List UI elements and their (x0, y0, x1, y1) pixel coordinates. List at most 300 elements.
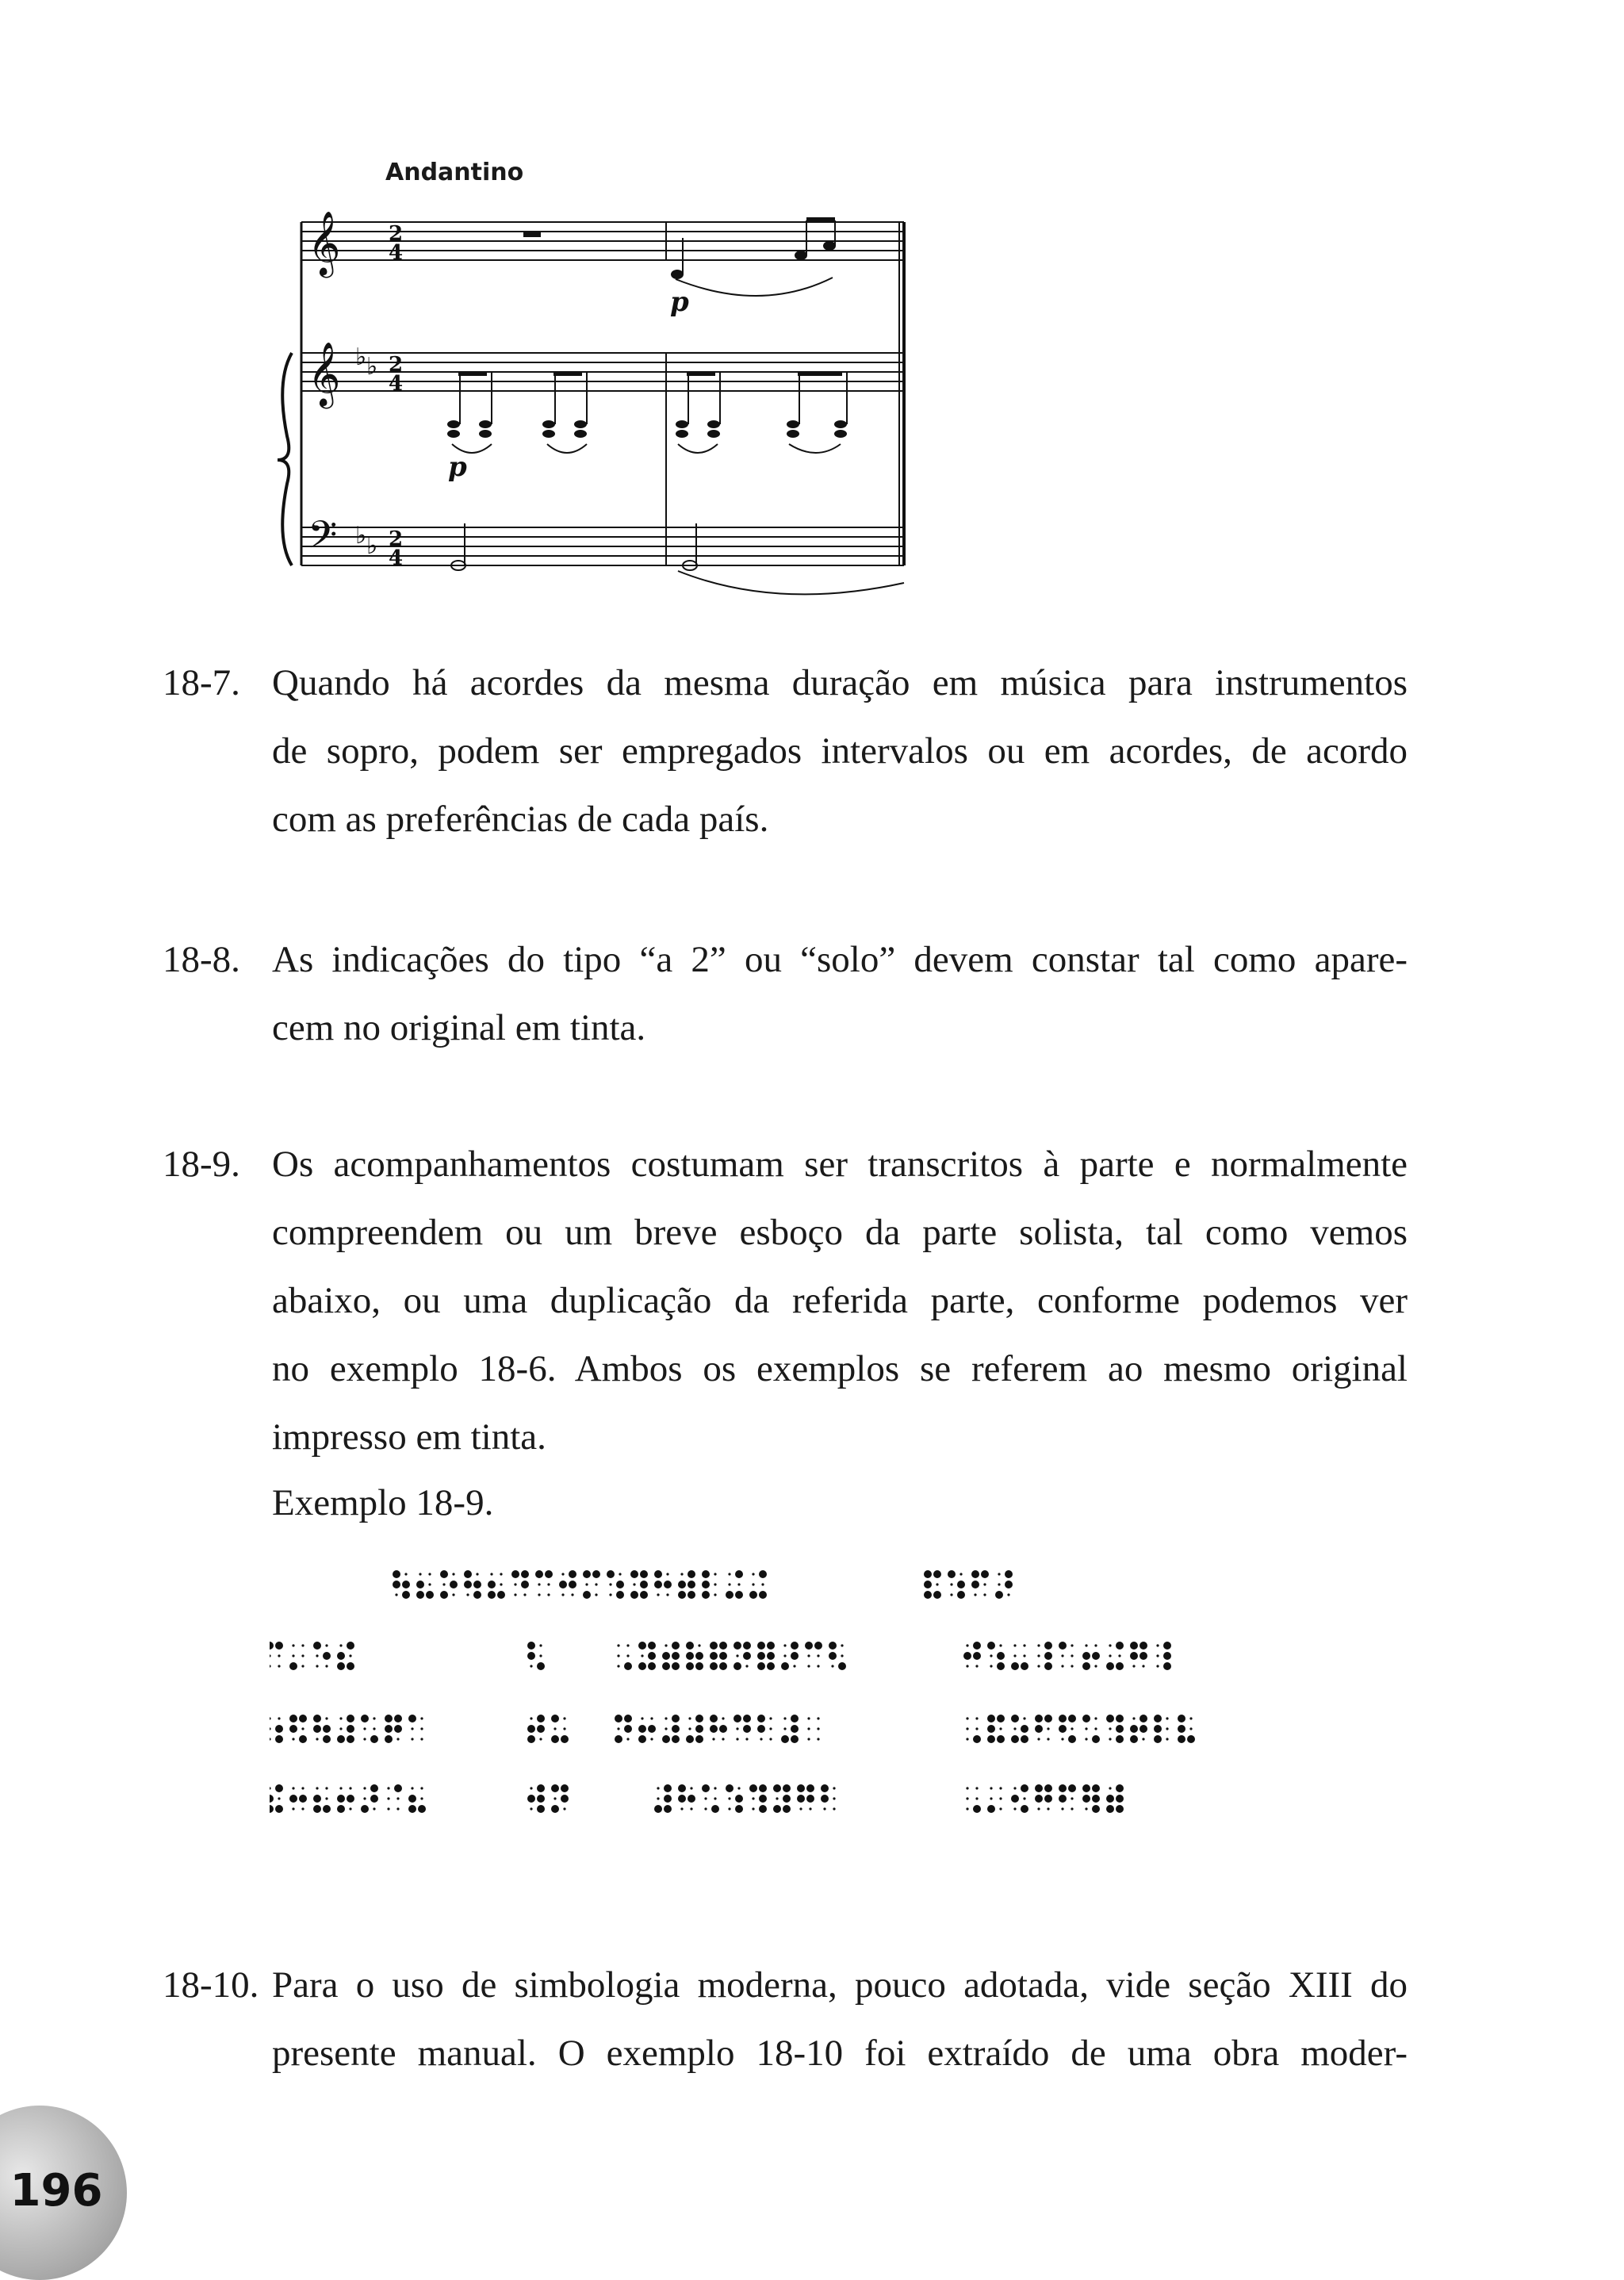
braille-dot (638, 1662, 646, 1670)
braille-dot (1023, 1717, 1025, 1719)
braille-dot (680, 1573, 683, 1575)
braille-dot (678, 1795, 686, 1803)
braille-dot (797, 1784, 805, 1792)
braille-dot (759, 1570, 767, 1578)
braille-dot (1059, 1725, 1067, 1733)
braille-dot (1106, 1715, 1114, 1722)
braille-dot (791, 1725, 799, 1733)
braille-dot (719, 1652, 727, 1660)
braille-dot (299, 1795, 307, 1803)
braille-dot (1094, 1717, 1097, 1719)
braille-dot (688, 1570, 695, 1578)
braille-dot (757, 1642, 765, 1650)
braille-dot (530, 1665, 532, 1667)
braille-dot (799, 1807, 802, 1810)
braille-dot (396, 1807, 399, 1810)
braille-dot (638, 1735, 646, 1743)
braille-dot (999, 1797, 1002, 1799)
braille-dot (987, 1642, 995, 1650)
braille-dot (278, 1654, 280, 1657)
braille-dot (289, 1725, 297, 1733)
page-number: 196 (10, 2165, 103, 2217)
braille-dot (385, 1735, 393, 1743)
braille-dot (278, 1717, 280, 1719)
braille-dot (987, 1735, 995, 1743)
braille-dot (817, 1717, 819, 1719)
braille-dot (1071, 1654, 1073, 1657)
braille-dot (527, 1642, 535, 1650)
braille-dot (983, 1593, 986, 1596)
braille-dot (292, 1807, 294, 1810)
braille-dot (1132, 1665, 1135, 1667)
braille-dot (1013, 1644, 1016, 1646)
braille-dot (539, 1654, 542, 1657)
braille-dot (950, 1583, 952, 1585)
braille-dot (569, 1581, 576, 1588)
braille-dot (714, 1583, 716, 1585)
braille-dot (539, 1738, 542, 1740)
braille-dot (686, 1662, 694, 1670)
braille-dot (1142, 1665, 1144, 1667)
braille-dot (966, 1787, 968, 1789)
braille-dot (440, 1591, 448, 1599)
braille-dot (347, 1735, 354, 1743)
braille-dot (783, 1644, 786, 1646)
braille-dot (654, 1570, 662, 1578)
chords (447, 373, 847, 438)
braille-dot (1071, 1727, 1073, 1730)
svg-text:4: 4 (389, 372, 404, 396)
braille-dot (743, 1725, 751, 1733)
braille-dot (924, 1581, 932, 1588)
braille-dot (728, 1807, 730, 1810)
braille-dot (292, 1787, 294, 1789)
braille-dot (416, 1581, 424, 1588)
braille-dot (1082, 1652, 1090, 1660)
braille-dot (1163, 1642, 1171, 1650)
braille-dot (1109, 1738, 1111, 1740)
braille-dot (497, 1591, 505, 1599)
braille-dot (640, 1570, 648, 1578)
braille-dot (769, 1738, 772, 1740)
text-line: Para o uso de simbologia moderna, pouco adotada, vide seção XIII do (272, 1964, 1408, 2006)
braille-dot (688, 1795, 695, 1803)
text-line: no exemplo 18-6. Ambos os exemplos se referem ao mesmo original (272, 1348, 1408, 1389)
braille-dot (702, 1591, 710, 1599)
braille-dot (1013, 1654, 1016, 1657)
braille-dot (1116, 1795, 1124, 1803)
braille-dot (530, 1787, 532, 1789)
braille-dot (325, 1644, 327, 1646)
braille-dot (1166, 1727, 1168, 1730)
braille-dot (270, 1642, 274, 1650)
braille-dot (537, 1662, 545, 1670)
braille-dot (1092, 1652, 1100, 1660)
braille-dot (1085, 1807, 1087, 1810)
braille-dot (1116, 1662, 1124, 1670)
braille-dot (514, 1593, 516, 1596)
braille-dot (736, 1654, 738, 1657)
braille-dot (1116, 1715, 1124, 1722)
braille-dot (1013, 1807, 1016, 1810)
braille-dot (402, 1591, 410, 1599)
braille-dot (275, 1784, 283, 1792)
braille-dot (833, 1787, 835, 1789)
svg-text:4: 4 (389, 241, 404, 265)
braille-dot (752, 1583, 754, 1585)
text-line: Quando há acordes da mesma duração em música para instrumentos (272, 662, 1408, 703)
braille-dot (1116, 1735, 1124, 1743)
text-line: de sopro, podem ser empregados intervalos ou em acordes, de acordo (272, 730, 1408, 772)
braille-dot (1037, 1807, 1040, 1810)
braille-dot (743, 1715, 751, 1722)
paragraph-18-9 (163, 1130, 1408, 1471)
braille-dot (1044, 1795, 1052, 1803)
text-line: abaixo, ou uma duplicação da referida parte, conforme podemos ver (272, 1280, 1408, 1321)
braille-dot (1061, 1807, 1063, 1810)
braille-dot (719, 1642, 727, 1650)
braille-dot (1061, 1654, 1063, 1657)
braille-dot (1068, 1735, 1076, 1743)
braille-dot (695, 1735, 703, 1743)
braille-dot (672, 1725, 680, 1733)
braille-dot (292, 1654, 294, 1657)
braille-dot (650, 1738, 653, 1740)
braille-dot (648, 1662, 656, 1670)
braille-dot (547, 1583, 550, 1585)
braille-dot (347, 1795, 354, 1803)
braille-dot (769, 1717, 772, 1719)
braille-dot (385, 1725, 393, 1733)
braille-dot (990, 1787, 992, 1789)
braille-dot (363, 1727, 366, 1730)
braille-dot (316, 1665, 318, 1667)
braille-dot (966, 1644, 968, 1646)
braille-dot (638, 1642, 646, 1650)
braille-dot (975, 1665, 978, 1667)
braille-dot (1085, 1738, 1087, 1740)
braille-dot (1082, 1795, 1090, 1803)
braille-dot (773, 1805, 781, 1813)
braille-dot (630, 1591, 638, 1599)
braille-dot (607, 1570, 615, 1578)
braille-dot (783, 1795, 791, 1803)
braille-dot (420, 1738, 423, 1740)
braille-dot (416, 1591, 424, 1599)
braille-dot (924, 1591, 932, 1599)
braille-dot (807, 1738, 810, 1740)
braille-dot (714, 1787, 716, 1789)
braille-dot (411, 1738, 413, 1740)
braille-dot (714, 1593, 716, 1596)
example-label: Exemplo 18-9. (272, 1482, 494, 1523)
braille-dot (349, 1807, 351, 1810)
braille-dot (313, 1805, 321, 1813)
braille-dot (695, 1725, 703, 1733)
braille-dot (1023, 1644, 1025, 1646)
braille-dot (339, 1717, 342, 1719)
braille-dot (1106, 1795, 1114, 1803)
braille-dot (650, 1717, 653, 1719)
braille-dot (783, 1727, 786, 1730)
braille-dot (971, 1570, 979, 1578)
braille-dot (1005, 1581, 1013, 1588)
braille-dot (418, 1805, 426, 1813)
braille-dot (807, 1654, 810, 1657)
braille-dot (641, 1717, 643, 1719)
braille-dot (719, 1725, 727, 1733)
braille-dot (975, 1717, 978, 1719)
braille-dot (752, 1573, 754, 1575)
braille-dot (563, 1727, 565, 1730)
braille-dot (773, 1784, 781, 1792)
braille-dot (1116, 1725, 1124, 1733)
braille-dot (1011, 1795, 1019, 1803)
braille-dot (347, 1715, 354, 1722)
braille-dot (933, 1570, 941, 1578)
braille-dot (821, 1795, 829, 1803)
braille-dot (1189, 1727, 1192, 1730)
braille-dot (1071, 1797, 1073, 1799)
braille-dot (1106, 1662, 1114, 1670)
braille-dot (325, 1797, 327, 1799)
braille-dot (757, 1652, 765, 1660)
braille-dot (1092, 1805, 1100, 1813)
braille-dot (428, 1583, 431, 1585)
braille-dot (1047, 1727, 1049, 1730)
braille-dot (270, 1738, 271, 1740)
braille-dot (672, 1662, 680, 1670)
braille-dot (1023, 1797, 1025, 1799)
braille-dot (466, 1593, 469, 1596)
braille-dot (347, 1642, 354, 1650)
braille-dot (760, 1738, 762, 1740)
braille-dot (990, 1665, 992, 1667)
braille-dot (1061, 1738, 1063, 1740)
text-line: presente manual. O exemplo 18-10 foi extraído de uma obra moder- (272, 2033, 1408, 2074)
braille-dot (1130, 1725, 1138, 1733)
braille-dot (292, 1644, 294, 1646)
braille-dot (270, 1654, 271, 1657)
braille-dot (1139, 1642, 1147, 1650)
braille-dot (609, 1593, 611, 1596)
braille-dot (387, 1797, 389, 1799)
braille-dot (1139, 1725, 1147, 1733)
text-line: cem no original em tinta. (272, 1007, 646, 1048)
braille-dot (680, 1807, 683, 1810)
braille-dot (551, 1805, 559, 1813)
braille-dot (664, 1805, 672, 1813)
braille-dot (987, 1725, 995, 1733)
braille-dot (617, 1727, 619, 1730)
braille-dot (1059, 1715, 1067, 1722)
braille-dot (817, 1654, 819, 1657)
braille-dot (1154, 1735, 1162, 1743)
braille-dot (316, 1654, 318, 1657)
braille-dot (514, 1583, 516, 1585)
braille-dot (759, 1805, 767, 1813)
braille-dot (1021, 1662, 1028, 1670)
braille-dot (1068, 1715, 1076, 1722)
braille-dot (1154, 1725, 1162, 1733)
braille-dot (537, 1715, 545, 1722)
braille-dot (626, 1654, 629, 1657)
braille-dot (1178, 1725, 1185, 1733)
braille-dot (289, 1795, 297, 1803)
braille-dot (387, 1787, 389, 1789)
braille-dot (791, 1642, 799, 1650)
braille-dot (957, 1591, 965, 1599)
braille-dot (527, 1652, 535, 1660)
braille-dot (1094, 1644, 1097, 1646)
braille-dot (553, 1727, 556, 1730)
braille-dot (617, 1665, 619, 1667)
braille-dot (408, 1715, 416, 1722)
braille-dot (745, 1738, 748, 1740)
braille-dot (761, 1583, 764, 1585)
braille-dot (583, 1570, 591, 1578)
braille-dot (270, 1805, 274, 1813)
braille-dot (488, 1591, 496, 1599)
braille-dot (537, 1805, 545, 1813)
braille-dot (1005, 1570, 1013, 1578)
braille-dot (301, 1787, 304, 1789)
braille-dot (981, 1570, 989, 1578)
braille-dot (275, 1642, 283, 1650)
braille-dot (473, 1591, 481, 1599)
braille-dot (959, 1573, 962, 1575)
braille-dot (966, 1717, 968, 1719)
braille-dot (657, 1787, 659, 1789)
braille-dot (719, 1662, 727, 1670)
braille-dot (728, 1583, 730, 1585)
braille-dot (1013, 1727, 1016, 1730)
svg-text:♭: ♭ (355, 522, 367, 550)
braille-dot (710, 1662, 718, 1670)
braille-dot (728, 1573, 730, 1575)
braille-dot (793, 1665, 795, 1667)
braille-dot (757, 1715, 765, 1722)
braille-dot (571, 1593, 573, 1596)
braille-dot (323, 1805, 331, 1813)
braille-dot (270, 1727, 271, 1730)
braille-dot (1082, 1715, 1090, 1722)
braille-dot (1071, 1807, 1073, 1810)
braille-dot (781, 1735, 789, 1743)
braille-dot (385, 1715, 393, 1722)
text-line: com as preferências de cada país. (272, 799, 769, 840)
braille-dot (595, 1583, 597, 1585)
braille-dot (420, 1727, 423, 1730)
braille-dot (538, 1583, 540, 1585)
braille-dot (1082, 1662, 1090, 1670)
braille-dot (966, 1665, 968, 1667)
braille-dot (313, 1715, 321, 1722)
braille-dot (361, 1805, 369, 1813)
braille-dot (337, 1735, 345, 1743)
braille-dot (648, 1652, 656, 1660)
braille-dot (626, 1644, 629, 1646)
braille-dot (1166, 1717, 1168, 1719)
braille-dot (997, 1715, 1005, 1722)
braille-dot (710, 1642, 718, 1650)
braille-dot (270, 1795, 274, 1803)
braille-dot (301, 1665, 304, 1667)
braille-dot (537, 1784, 545, 1792)
braille-dot (500, 1583, 502, 1585)
braille-dot (783, 1805, 791, 1813)
braille-dot (347, 1725, 354, 1733)
braille-dot (664, 1795, 672, 1803)
braille-dot (690, 1807, 692, 1810)
braille-dot (624, 1725, 632, 1733)
braille-dot (563, 1807, 565, 1810)
braille-dot (666, 1593, 668, 1596)
braille-dot (776, 1797, 778, 1799)
braille-dot (595, 1593, 597, 1596)
braille-dot (995, 1591, 1003, 1599)
braille-dot (394, 1715, 402, 1722)
braille-dot (688, 1591, 695, 1599)
braille-dot (450, 1581, 458, 1588)
braille-dot (373, 1807, 375, 1810)
braille-dot (749, 1784, 757, 1792)
text-line: Os acompanhamentos costumam ser transcritos à parte e normalmente (272, 1144, 1408, 1185)
braille-dot (440, 1570, 448, 1578)
braille-dot (963, 1652, 971, 1660)
braille-dot (1085, 1644, 1087, 1646)
braille-dot (807, 1727, 810, 1730)
braille-dot (1035, 1784, 1043, 1792)
braille-dot (551, 1715, 559, 1722)
braille-dot (1092, 1784, 1100, 1792)
braille-dot (363, 1787, 366, 1789)
braille-dot (527, 1725, 535, 1733)
braille-dot (833, 1797, 835, 1799)
braille-dot (688, 1717, 691, 1719)
braille-dot (990, 1654, 992, 1657)
braille-dot (313, 1795, 321, 1803)
paragraph-number: 18-9. (163, 1144, 240, 1185)
braille-dot (349, 1787, 351, 1789)
braille-dot (624, 1662, 632, 1670)
braille-dot (695, 1715, 703, 1722)
braille-dot (686, 1652, 694, 1660)
braille-dot (695, 1662, 703, 1670)
braille-dot (553, 1797, 556, 1799)
braille-dot (535, 1570, 543, 1578)
braille-dot (370, 1784, 378, 1792)
braille-dot (1047, 1738, 1049, 1740)
braille-dot (759, 1784, 767, 1792)
braille-dot (997, 1735, 1005, 1743)
braille-dot (323, 1652, 331, 1660)
braille-dot (1068, 1784, 1076, 1792)
braille-dot (420, 1797, 423, 1799)
braille-dot (966, 1807, 968, 1810)
braille-dot (615, 1735, 622, 1743)
braille-dot (337, 1652, 345, 1660)
braille-dot (616, 1591, 624, 1599)
braille-dot (337, 1662, 345, 1670)
braille-dot (966, 1727, 968, 1730)
braille-dot (373, 1727, 375, 1730)
braille-dot (806, 1795, 814, 1803)
braille-dot (757, 1725, 765, 1733)
braille-dot (301, 1654, 304, 1657)
braille-dot (1189, 1717, 1192, 1719)
braille-dot (630, 1570, 638, 1578)
